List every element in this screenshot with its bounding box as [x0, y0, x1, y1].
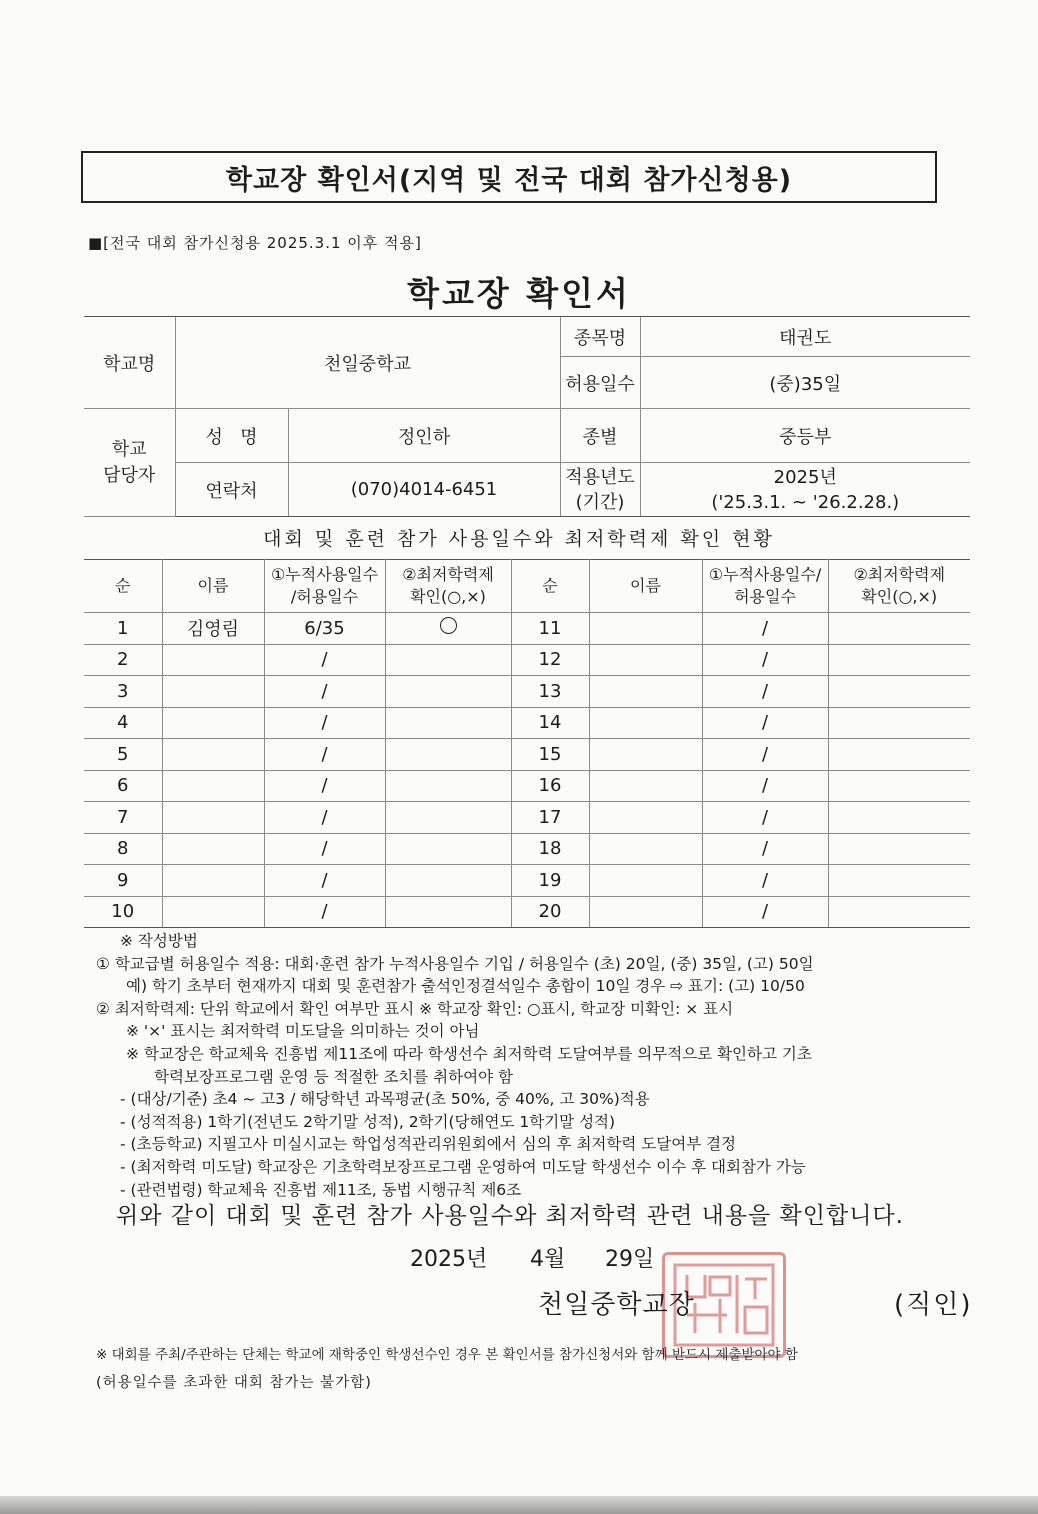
- detail-5: - (관련법령) 학교체육 진흥법 제11조, 동법 시행규칙 제6조: [120, 1180, 522, 1199]
- row-no: 18: [511, 833, 589, 865]
- used-days: /: [264, 833, 385, 865]
- col-days: ①누적사용일수 /허용일수: [264, 560, 385, 613]
- used-days: /: [702, 896, 828, 928]
- student-name: [162, 739, 264, 771]
- document-title: 학교장 확인서: [407, 274, 631, 313]
- used-days: /: [264, 896, 385, 928]
- row-no: 4: [84, 707, 162, 739]
- table-row: [84, 802, 970, 834]
- used-days: /: [702, 833, 828, 865]
- detail-2: - (성적적용) 1학기(전년도 2학기말 성적), 2학기(당해연도 1학기말 성적): [120, 1112, 616, 1131]
- student-name: [589, 865, 702, 897]
- note-1: ① 학교급별 허용일수 적용: 대회·훈련 참가 누적사용일수 기입 / 허용일수 (초) 20일, (중) 35일, (고) 50일: [96, 954, 814, 973]
- academic-check: [385, 770, 511, 802]
- year-label-line1: 적용년도: [565, 466, 635, 488]
- used-days: 6/35: [264, 613, 385, 645]
- col-name-right: 이름: [589, 560, 702, 613]
- academic-check: [385, 865, 511, 897]
- row-no: 9: [84, 865, 162, 897]
- academic-check: [385, 644, 511, 676]
- row-no: 3: [84, 676, 162, 708]
- student-name: [162, 833, 264, 865]
- table-row: [84, 865, 970, 897]
- date-day: 29일: [605, 1247, 655, 1272]
- table-row: [84, 613, 970, 645]
- student-name: [589, 707, 702, 739]
- student-name: [162, 865, 264, 897]
- table-row: [84, 739, 970, 771]
- status-heading: 대회 및 훈련 참가 사용일수와 최저학력제 확인 현황: [263, 528, 775, 550]
- row-no: 6: [84, 770, 162, 802]
- academic-check: [828, 770, 970, 802]
- seal-label: (직인): [894, 1290, 973, 1320]
- footnote-submission: ※ 대회를 주최/주관하는 단체는 학교에 재학중인 학생선수인 경우 본 확인서를 참가신청서와 함께 반드시 제출받아야 함: [96, 1347, 798, 1363]
- check-circle-icon: [440, 617, 457, 634]
- academic-check: [385, 896, 511, 928]
- student-name: [589, 613, 702, 645]
- academic-check: [385, 802, 511, 834]
- used-days: /: [702, 707, 828, 739]
- student-name: 김영림: [162, 613, 264, 645]
- student-name: [162, 707, 264, 739]
- student-name: [589, 644, 702, 676]
- row-no: 15: [511, 739, 589, 771]
- contact-value: (070)4014-6451: [288, 463, 560, 517]
- used-days: /: [702, 802, 828, 834]
- note-2-a: ※ '×' 표시는 최저학력 미도달을 의미하는 것이 아님: [126, 1022, 480, 1041]
- col-academic-right: ②최저학력제 확인(○,×): [828, 560, 970, 613]
- academic-check: [385, 707, 511, 739]
- allowed-days-label: 허용일수: [560, 357, 640, 409]
- table-row: [84, 896, 970, 928]
- academic-check: [828, 613, 970, 645]
- year-label-line2: (기간): [575, 491, 625, 513]
- used-days: /: [264, 865, 385, 897]
- academic-check: [385, 739, 511, 771]
- student-name: [162, 896, 264, 928]
- col-academic: ②최저학력제 확인(○,×): [385, 560, 511, 613]
- apply-note: ■[전국 대회 참가신청용 2025.3.1 이후 적용]: [88, 234, 422, 252]
- category-label: 종별: [560, 409, 640, 463]
- academic-check: [828, 833, 970, 865]
- sport-label: 종목명: [560, 317, 640, 357]
- contact-label: 연락처: [175, 463, 288, 517]
- row-no: 7: [84, 802, 162, 834]
- school-name: 천일중학교: [175, 317, 560, 409]
- student-name: [162, 802, 264, 834]
- confirm-statement: 위와 같이 대회 및 훈련 참가 사용일수와 최저학력 관련 내용을 확인합니다.: [116, 1203, 904, 1229]
- row-no: 16: [511, 770, 589, 802]
- header-title: 학교장 확인서(지역 및 전국 대회 참가신청용): [81, 151, 937, 203]
- student-name: [589, 833, 702, 865]
- date-month: 4월: [530, 1247, 566, 1272]
- footnote-limit: (허용일수를 초과한 대회 참가는 불가함): [96, 1375, 372, 1391]
- student-name: [589, 676, 702, 708]
- student-name: [589, 770, 702, 802]
- student-name: [589, 896, 702, 928]
- col-days-right: ①누적사용일수/ 허용일수: [702, 560, 828, 613]
- row-no: 14: [511, 707, 589, 739]
- detail-3: - (초등학교) 지필고사 미실시교는 학업성적관리위원회에서 심의 후 최저학력 도달여부 결정: [120, 1135, 737, 1154]
- used-days: /: [702, 865, 828, 897]
- manager-label: [84, 409, 175, 517]
- academic-check: [828, 739, 970, 771]
- writing-instructions: [96, 930, 976, 1201]
- note-2-c: 학력보장프로그램 운영 등 적절한 조치를 취하여야 함: [154, 1067, 513, 1086]
- used-days: /: [264, 739, 385, 771]
- used-days: /: [702, 613, 828, 645]
- used-days: /: [702, 676, 828, 708]
- row-no: 1: [84, 613, 162, 645]
- row-no: 12: [511, 644, 589, 676]
- academic-check: [385, 833, 511, 865]
- year-label: [560, 463, 640, 517]
- year-value-line1: 2025년: [773, 466, 837, 488]
- student-name: [589, 739, 702, 771]
- row-no: 5: [84, 739, 162, 771]
- academic-check: [828, 676, 970, 708]
- used-days: /: [702, 770, 828, 802]
- background-edge: [0, 1496, 1038, 1514]
- allowed-days-value: (중)35일: [640, 357, 970, 409]
- table-row: [84, 833, 970, 865]
- used-days: /: [702, 739, 828, 771]
- academic-check: [385, 676, 511, 708]
- col-no: 순: [84, 560, 162, 613]
- sport-value: 태권도: [640, 317, 970, 357]
- used-days: /: [264, 802, 385, 834]
- detail-4: - (최저학력 미도달) 학교장은 기초학력보장프로그램 운영하여 미도달 학생선수 이수 후 대회참가 가능: [120, 1157, 806, 1176]
- used-days: /: [702, 644, 828, 676]
- academic-check: [385, 613, 511, 645]
- row-no: 20: [511, 896, 589, 928]
- notes-heading: ※ 작성방법: [120, 932, 198, 950]
- detail-1: - (대상/기준) 초4 ~ 고3 / 해당학년 과목평균(초 50%, 중 40%, 고 30%)적용: [120, 1090, 650, 1109]
- principal-title: 천일중학교장: [538, 1290, 695, 1320]
- col-no-right: 순: [511, 560, 589, 613]
- note-1-example: 예) 학기 초부터 현재까지 대회 및 훈련참가 출석인정결석일수 총합이 10일 경우 ⇨ 표기: (고) 10/50: [126, 977, 805, 996]
- name-value: 정인하: [288, 409, 560, 463]
- academic-check: [828, 644, 970, 676]
- note-2: ② 최저학력제: 단위 학교에서 확인 여부만 표시 ※ 학교장 확인: ○표시, 학교장 미확인: × 표시: [96, 999, 734, 1018]
- row-no: 19: [511, 865, 589, 897]
- student-name: [162, 644, 264, 676]
- name-label: 성 명: [175, 409, 288, 463]
- academic-check: [828, 707, 970, 739]
- date-year: 2025년: [410, 1247, 488, 1272]
- table-row: [84, 707, 970, 739]
- col-name: 이름: [162, 560, 264, 613]
- row-no: 11: [511, 613, 589, 645]
- note-2-b: ※ 학교장은 학교체육 진흥법 제11조에 따라 학생선수 최저학력 도달여부를 의무적으로 확인하고 기초: [126, 1044, 812, 1063]
- student-table: [84, 559, 970, 928]
- academic-check: [828, 896, 970, 928]
- category-value: 중등부: [640, 409, 970, 463]
- academic-check: [828, 802, 970, 834]
- row-no: 10: [84, 896, 162, 928]
- table-row: [84, 676, 970, 708]
- table-row: [84, 644, 970, 676]
- table-header: [84, 560, 970, 613]
- row-no: 8: [84, 833, 162, 865]
- used-days: /: [264, 644, 385, 676]
- manager-label-line2: 담당자: [103, 464, 156, 486]
- student-name: [589, 802, 702, 834]
- year-value-line2: ('25.3.1. ~ '26.2.28.): [711, 491, 900, 513]
- table-row: [84, 770, 970, 802]
- used-days: /: [264, 770, 385, 802]
- student-name: [162, 676, 264, 708]
- student-name: [162, 770, 264, 802]
- info-table: [84, 316, 970, 517]
- manager-label-line1: 학교: [111, 438, 147, 460]
- year-value: [640, 463, 970, 517]
- used-days: /: [264, 707, 385, 739]
- row-no: 13: [511, 676, 589, 708]
- used-days: /: [264, 676, 385, 708]
- academic-check: [828, 865, 970, 897]
- school-label: 학교명: [84, 317, 175, 409]
- row-no: 17: [511, 802, 589, 834]
- row-no: 2: [84, 644, 162, 676]
